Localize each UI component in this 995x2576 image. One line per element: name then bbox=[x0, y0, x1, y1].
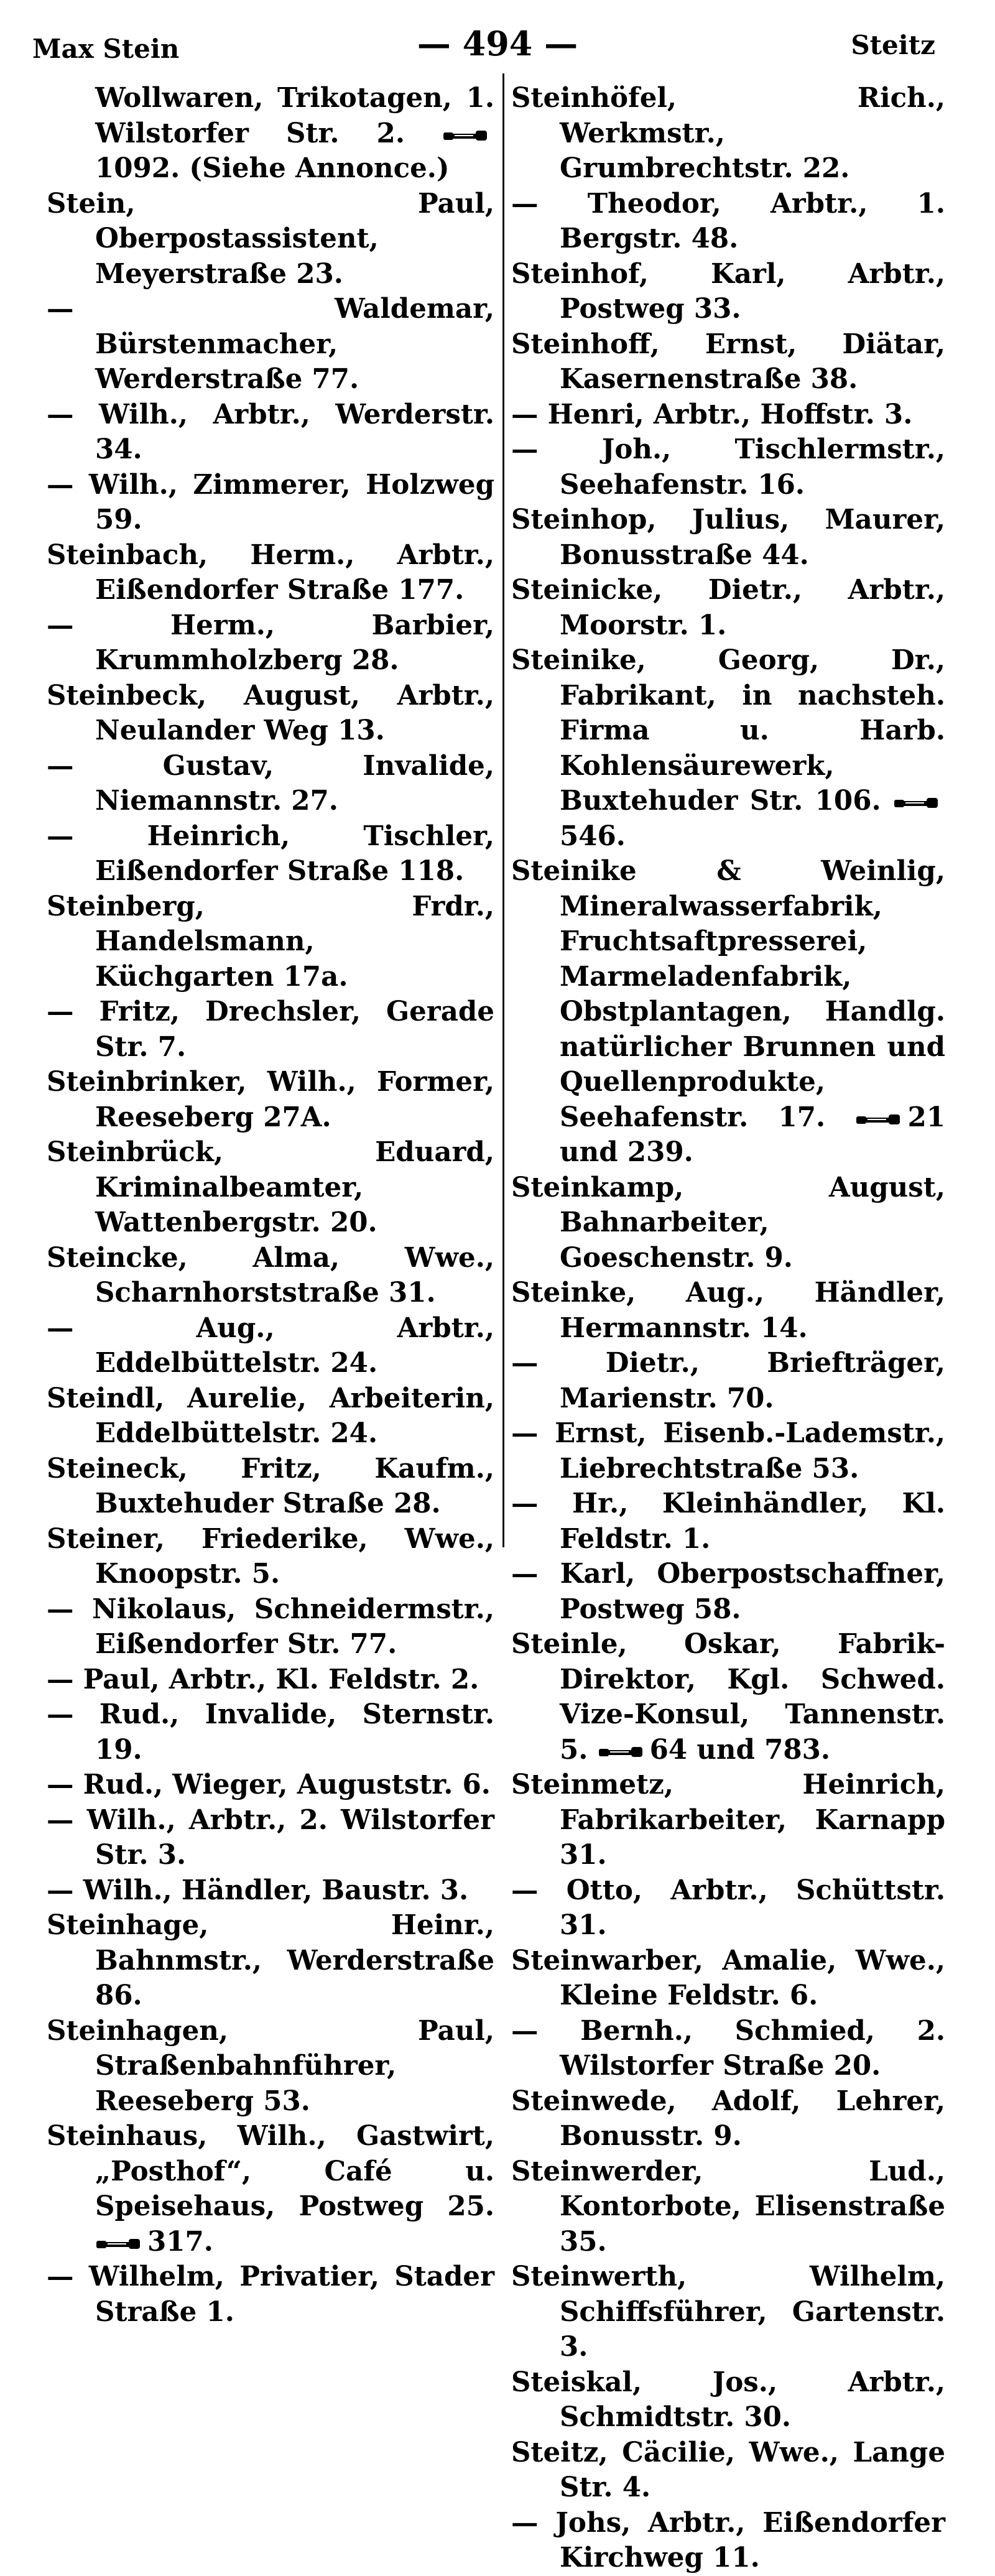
telephone-receiver-icon bbox=[598, 1743, 644, 1761]
directory-entry bbox=[47, 749, 494, 819]
entry-text: Steinbach, Herm., Arbtr., Eißendorfer Straße 177. bbox=[47, 539, 494, 606]
directory-entry bbox=[511, 1170, 945, 1276]
phone-number: 1092. (Siehe Annonce.) bbox=[95, 152, 450, 184]
entry-text: — Rud., Wieger, Auguststr. 6. bbox=[47, 1769, 491, 1800]
header-right: Steitz bbox=[851, 30, 935, 60]
entry-text: — Nikolaus, Schneidermstr., Eißendorfer Str. 77. bbox=[47, 1593, 494, 1660]
right-column bbox=[511, 81, 945, 2576]
entry-text: Steinhof, Karl, Arbtr., Postweg 33. bbox=[511, 257, 945, 325]
entry-text: — Bernh., Schmied, 2. Wilstorfer Straße 20. bbox=[511, 2014, 945, 2082]
directory-entry bbox=[47, 1311, 494, 1381]
entry-text: Steinkamp, August, Bahnarbeiter, Goeschenstr. 9. bbox=[511, 1171, 945, 1274]
left-column bbox=[47, 81, 494, 2330]
entry-text: Steinike & Weinlig, Mineralwasserfabrik, Fruchtsaftpresserei, Marmeladenfabrik, Obstplantagen, Handlg. natürlicher Brunnen und Quellenprodukte, Seehafenstr. 17. bbox=[511, 855, 945, 1133]
telephone-receiver-icon bbox=[855, 1111, 901, 1128]
entry-text: Steinhoff, Ernst, Diätar, Kasernenstraße 38. bbox=[511, 328, 945, 395]
directory-entry bbox=[47, 1768, 494, 1803]
directory-entry bbox=[47, 679, 494, 749]
entry-text: Steinbrück, Eduard, Kriminalbeamter, Wattenbergstr. 20. bbox=[47, 1136, 494, 1238]
phone-number: 317. bbox=[147, 2225, 213, 2258]
entry-text: — Otto, Arbtr., Schüttstr. 31. bbox=[511, 1874, 945, 1941]
entry-text: Steinwerth, Wilhelm, Schiffsführer, Gartenstr. 3. bbox=[511, 2261, 945, 2363]
directory-entry bbox=[511, 397, 945, 433]
entry-text: — Hr., Kleinhändler, Kl. Feldstr. 1. bbox=[511, 1488, 945, 1555]
directory-entry bbox=[511, 2014, 945, 2084]
directory-entry bbox=[47, 994, 494, 1065]
directory-entry bbox=[511, 327, 945, 397]
header-left: Max Stein bbox=[32, 34, 180, 64]
directory-entry bbox=[511, 1416, 945, 1486]
entry-text: — Ernst, Eisenb.-Lademstr., Liebrechtstraße 53. bbox=[511, 1417, 945, 1485]
entry-text: Steinhaus, Wilh., Gastwirt, „Posthof“, Café u. Speisehaus, Postweg 25. bbox=[47, 2120, 494, 2222]
phone-number: 546. bbox=[560, 820, 626, 852]
entry-text: Steiner, Friederike, Wwe., Knoopstr. 5. bbox=[47, 1522, 494, 1590]
directory-entry bbox=[47, 1452, 494, 1522]
directory-entry bbox=[47, 538, 494, 608]
telephone-receiver-icon bbox=[95, 2235, 141, 2253]
entry-text: — Henri, Arbtr., Hoffstr. 3. bbox=[511, 398, 913, 430]
directory-entry bbox=[511, 643, 945, 854]
directory-entry bbox=[511, 2259, 945, 2365]
directory-entry bbox=[47, 468, 494, 538]
phone-number: 21 und 239. bbox=[560, 1101, 945, 1168]
entry-text: Steinwarber, Amalie, Wwe., Kleine Feldstr. 6. bbox=[511, 1944, 945, 2011]
directory-entry bbox=[47, 1803, 494, 1873]
directory-entry bbox=[47, 1662, 494, 1698]
directory-entry bbox=[511, 1276, 945, 1346]
directory-entry bbox=[511, 2154, 945, 2260]
entry-text: Steitz, Cäcilie, Wwe., Lange Str. 4. bbox=[511, 2436, 945, 2503]
entry-text: — Aug., Arbtr., Eddelbüttelstr. 24. bbox=[47, 1312, 494, 1379]
directory-entry bbox=[511, 432, 945, 503]
directory-entry bbox=[511, 1768, 945, 1873]
directory-entry bbox=[47, 1241, 494, 1311]
entry-text: Steiskal, Jos., Arbtr., Schmidtstr. 30. bbox=[511, 2366, 945, 2433]
entry-text: Steinhagen, Paul, Straßenbahnführer, Reeseberg 53. bbox=[47, 2014, 494, 2117]
entry-text: Steinberg, Frdr., Handelsmann, Küchgarten 17a. bbox=[47, 890, 494, 993]
page-number: — 494 — bbox=[417, 24, 578, 63]
directory-entry bbox=[511, 1627, 945, 1768]
telephone-receiver-icon bbox=[442, 127, 488, 144]
entry-text: Steinike, Georg, Dr., Fabrikant, in nachsteh. Firma u. Harb. Kohlensäurewerk, Buxtehuder Str. 106. bbox=[511, 644, 945, 817]
directory-entry bbox=[511, 2506, 945, 2576]
entry-text: Steinwede, Adolf, Lehrer, Bonusstr. 9. bbox=[511, 2085, 945, 2152]
entry-text: Steinwerder, Lud., Kontorbote, Elisenstraße 35. bbox=[511, 2155, 945, 2258]
entry-text: — Wilh., Händler, Baustr. 3. bbox=[47, 1874, 469, 1906]
directory-entry bbox=[47, 1908, 494, 2014]
directory-entry bbox=[47, 889, 494, 995]
directory-entry bbox=[511, 2084, 945, 2154]
entry-text: — Karl, Oberpostschaffner, Postweg 58. bbox=[511, 1558, 945, 1625]
directory-entry bbox=[511, 1346, 945, 1416]
directory-entry bbox=[511, 573, 945, 643]
directory-entry bbox=[511, 854, 945, 1170]
entry-text: — Heinrich, Tischler, Eißendorfer Straße 118. bbox=[47, 820, 494, 887]
column-divider bbox=[502, 73, 504, 1547]
directory-entry bbox=[511, 257, 945, 327]
directory-entry bbox=[511, 81, 945, 187]
telephone-receiver-icon bbox=[893, 794, 939, 812]
directory-entry bbox=[511, 187, 945, 257]
entry-text: — Theodor, Arbtr., 1. Bergstr. 48. bbox=[511, 187, 945, 254]
entry-text: Wollwaren, Trikotagen, 1. Wilstorfer Str. 2. bbox=[95, 82, 494, 149]
directory-entry bbox=[511, 2365, 945, 2435]
entry-text: Steinmetz, Heinrich, Fabrikarbeiter, Karnapp 31. bbox=[511, 1769, 945, 1871]
directory-entry bbox=[47, 1873, 494, 1909]
entry-text: — Johs, Arbtr., Eißendorfer Kirchweg 11. bbox=[511, 2506, 945, 2574]
entry-text: Steinbeck, August, Arbtr., Neulander Weg 13. bbox=[47, 679, 494, 746]
entry-text: Stein, Paul, Oberpostassistent, Meyerstraße 23. bbox=[47, 187, 494, 290]
directory-entry bbox=[47, 187, 494, 292]
directory-entry bbox=[511, 2435, 945, 2506]
entry-text: — Paul, Arbtr., Kl. Feldstr. 2. bbox=[47, 1663, 479, 1695]
directory-entry bbox=[47, 608, 494, 679]
entry-text: — Herm., Barbier, Krummholzberg 28. bbox=[47, 609, 494, 676]
directory-entry bbox=[47, 2014, 494, 2120]
entry-text: — Wilh., Zimmerer, Holzweg 59. bbox=[47, 468, 494, 535]
directory-entry bbox=[511, 1557, 945, 1627]
entry-text: — Fritz, Drechsler, Gerade Str. 7. bbox=[47, 996, 494, 1063]
entry-text: Steinke, Aug., Händler, Hermannstr. 14. bbox=[511, 1277, 945, 1344]
directory-entry bbox=[47, 1135, 494, 1241]
entry-text: — Rud., Invalide, Sternstr. 19. bbox=[47, 1698, 494, 1766]
directory-entry bbox=[47, 292, 494, 397]
directory-entry bbox=[511, 1486, 945, 1557]
entry-text: — Dietr., Briefträger, Marienstr. 70. bbox=[511, 1347, 945, 1414]
directory-entry bbox=[47, 2119, 494, 2259]
entry-text: — Wilh., Arbtr., Werderstr. 34. bbox=[47, 398, 494, 465]
entry-text: Steinbrinker, Wilh., Former, Reeseberg 27A. bbox=[47, 1066, 494, 1133]
entry-text: — Joh., Tischlermstr., Seehafenstr. 16. bbox=[511, 433, 945, 501]
directory-entry bbox=[47, 819, 494, 889]
directory-entry bbox=[511, 1873, 945, 1944]
entry-text: — Wilh., Arbtr., 2. Wilstorfer Str. 3. bbox=[47, 1804, 494, 1871]
directory-entry bbox=[47, 397, 494, 468]
directory-entry bbox=[47, 1065, 494, 1135]
entry-text: Steineck, Fritz, Kaufm., Buxtehuder Straße 28. bbox=[47, 1452, 494, 1519]
entry-text: Steinicke, Dietr., Arbtr., Moorstr. 1. bbox=[511, 574, 945, 641]
directory-entry bbox=[511, 503, 945, 573]
entry-text: — Gustav, Invalide, Niemannstr. 27. bbox=[47, 749, 494, 817]
phone-number: 64 und 783. bbox=[649, 1733, 831, 1766]
directory-entry bbox=[47, 1592, 494, 1662]
directory-entry bbox=[47, 1697, 494, 1768]
directory-entry bbox=[47, 81, 494, 187]
entry-text: Steincke, Alma, Wwe., Scharnhorststraße 31. bbox=[47, 1241, 494, 1309]
entry-text: Steinle, Oskar, Fabrik-Direktor, Kgl. Schwed. Vize-Konsul, Tannenstr. 5. bbox=[511, 1628, 945, 1766]
entry-text: — Waldemar, Bürstenmacher, Werderstraße 77. bbox=[47, 293, 494, 395]
directory-entry bbox=[47, 1381, 494, 1452]
entry-text: Steinhop, Julius, Maurer, Bonusstraße 44. bbox=[511, 504, 945, 571]
page-header bbox=[0, 24, 995, 67]
entry-text: Steinhage, Heinr., Bahnmstr., Werderstraße 86. bbox=[47, 1909, 494, 2011]
entry-text: — Wilhelm, Privatier, Stader Straße 1. bbox=[47, 2261, 494, 2328]
directory-entry bbox=[511, 1944, 945, 2014]
directory-entry bbox=[47, 2259, 494, 2330]
directory-entry bbox=[47, 1522, 494, 1592]
entry-text: Steindl, Aurelie, Arbeiterin, Eddelbüttelstr. 24. bbox=[47, 1382, 494, 1449]
entry-text: Steinhöfel, Rich., Werkmstr., Grumbrechtstr. 22. bbox=[511, 82, 945, 184]
